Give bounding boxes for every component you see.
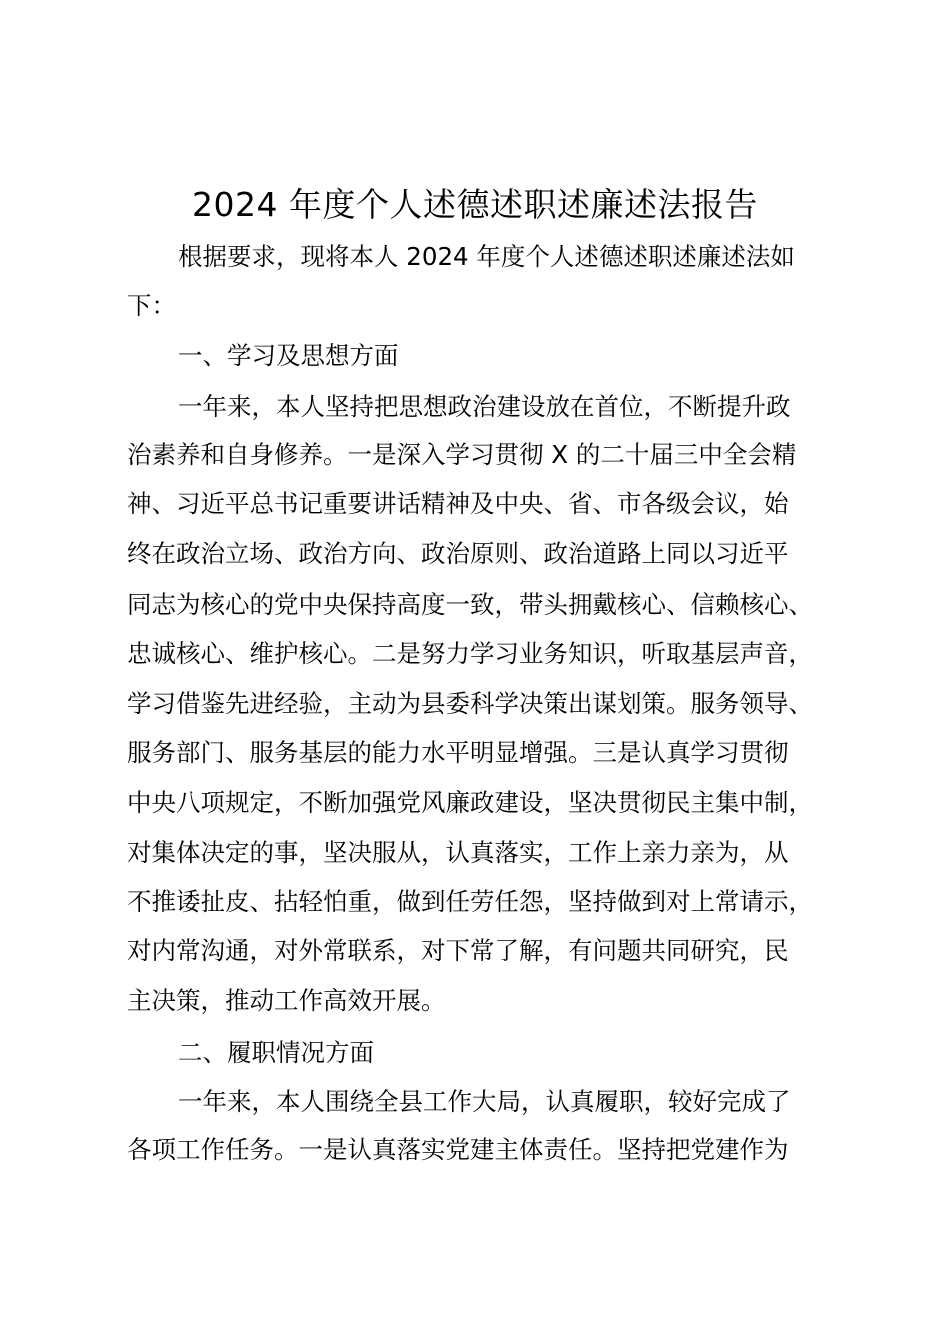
paragraph-line: 根据要求，现将本人 2024 年度个人述德述职述廉述法如 (178, 242, 795, 271)
paragraph-line: 服务部门、服务基层的能力水平明显增强。三是认真学习贯彻 (127, 738, 789, 767)
section-heading: 二、履职情况方面 (178, 1038, 374, 1067)
paragraph-line: 不推诿扯皮、拈轻怕重，做到任劳任怨，坚持做到对上常请示， (127, 887, 813, 916)
paragraph-line: 神、习近平总书记重要讲话精神及中央、省、市各级会议，始 (127, 489, 789, 518)
paragraph-line: 中央八项规定，不断加强党风廉政建设，坚决贯彻民主集中制， (127, 788, 813, 817)
paragraph-line: 治素养和自身修养。一是深入学习贯彻 X 的二十届三中全会精 (127, 440, 797, 469)
paragraph-line: 学习借鉴先进经验，主动为县委科学决策出谋划策。服务领导、 (127, 689, 813, 718)
paragraph-line: 对内常沟通，对外常联系，对下常了解，有问题共同研究，民 (127, 936, 789, 965)
paragraph-line: 主决策，推动工作高效开展。 (127, 986, 446, 1015)
paragraph-line: 一年来，本人坚持把思想政治建设放在首位，不断提升政 (178, 392, 791, 421)
section-heading: 一、学习及思想方面 (178, 341, 399, 370)
paragraph-line: 终在政治立场、政治方向、政治原则、政治道路上同以习近平 (127, 539, 789, 568)
paragraph-line: 同志为核心的党中央保持高度一致，带头拥戴核心、信赖核心、 (127, 590, 813, 619)
paragraph-line: 一年来，本人围绕全县工作大局，认真履职，较好完成了 (178, 1087, 791, 1116)
paragraph-line: 下： (127, 291, 176, 320)
paragraph-line: 对集体决定的事，坚决服从，认真落实，工作上亲力亲为，从 (127, 838, 789, 867)
paragraph-line: 忠诚核心、维护核心。二是努力学习业务知识，听取基层声音， (127, 639, 813, 668)
document-title: 2024 年度个人述德述职述廉述法报告 (192, 185, 758, 224)
paragraph-line: 各项工作任务。一是认真落实党建主体责任。坚持把党建作为 (127, 1135, 789, 1164)
